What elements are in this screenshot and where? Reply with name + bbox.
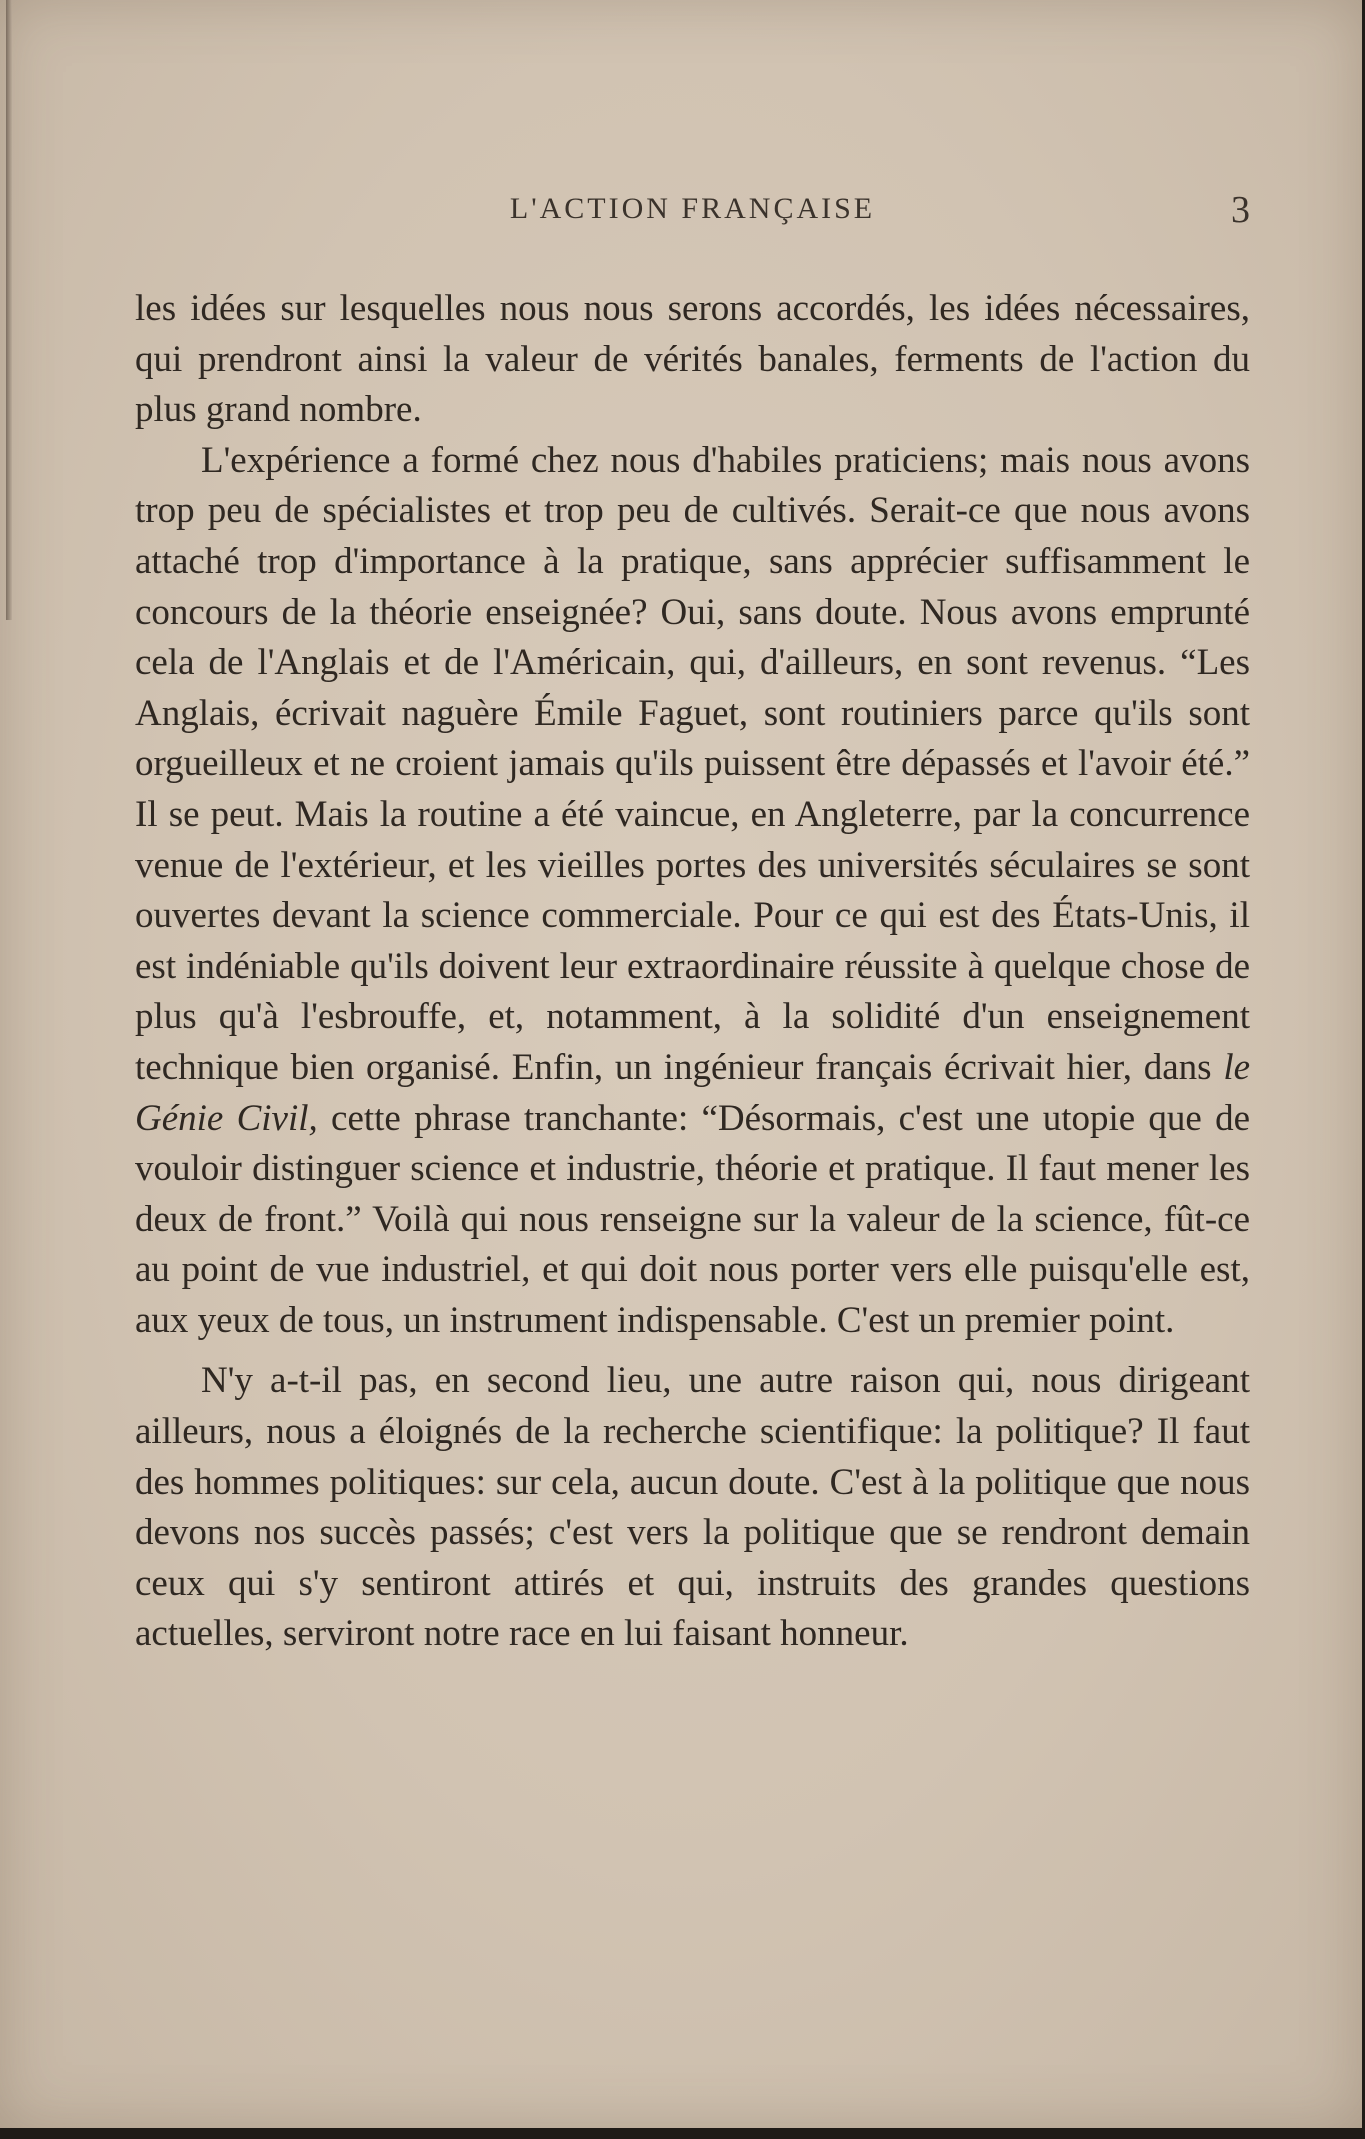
paragraph-2 <box>135 436 1250 1347</box>
paragraph-2-text: L'expérience a formé chez nous d'habiles praticiens; mais nous avons trop peu de spécialistes et trop peu de cultivés. Serait-ce que nous avons attaché trop d'importance à la pratique, sans apprécier suffisamment le concours de la théorie enseignée? Oui, sans doute. Nous avons emprunté cela de l'Anglais et de l'Américain, qui, d'ailleurs, en sont revenus. “Les Anglais, écrivait naguère Émile Faguet, sont routiniers parce qu'ils sont orgueilleux et ne croient jamais qu'ils puissent être dépassés et l'avoir été.” Il se peut. Mais la routine a été vaincue, en Angleterre, par la concurrence venue de l'extérieur, et les vieilles portes des universités séculaires se sont ouvertes devant la science commerciale. Pour ce qui est des États-Unis, il est indéniable qu'ils doivent leur extraordinaire réussite à quelque chose de plus qu'à l'esbrouffe, et, notamment, à la solidité d'un enseignement technique bien organisé. Enfin, un ingénieur français écrivait hier, dans <box>135 439 1250 1088</box>
page-header <box>135 189 1250 242</box>
paragraph-3: N'y a-t-il pas, en second lieu, une autre raison qui, nous dirigeant ailleurs, nous a éloignés de la recherche scientifique: la politique? Il faut des hommes politiques: sur cela, aucun doute. C'est à la politique que nous devons nos succès passés; c'est vers la politique que se rendront demain ceux qui s'y sentiront attirés et qui, instruits des grandes questions actuelles, serviront notre race en lui faisant honneur. <box>135 1360 1250 1655</box>
journal-title: le Génie Civil, <box>135 1046 1251 1139</box>
paragraph-2-text-after: cette phrase tranchante: “Désormais, c'est une utopie que de vouloir distinguer science et industrie, théorie et pratique. Il faut mener les deux de front.” Voilà qui nous renseigne sur la valeur de la science, fût-ce au point de vue industriel, et qui doit nous porter vers elle puisqu'elle est, aux yeux de tous, un instrument indispensable. C'est un premier point. <box>135 1097 1250 1341</box>
paragraph-gap <box>135 1346 1250 1356</box>
running-head: L'ACTION FRANÇAISE <box>509 192 876 225</box>
binding-edge <box>6 0 12 620</box>
body-text <box>135 284 1250 1660</box>
page-number: 3 <box>1231 189 1250 231</box>
paragraph-1: les idées sur lesquelles nous nous serons accordés, les idées nécessaires, qui prendront ainsi la valeur de vérités banales, ferments de l'action du plus grand nombre. <box>135 288 1250 431</box>
